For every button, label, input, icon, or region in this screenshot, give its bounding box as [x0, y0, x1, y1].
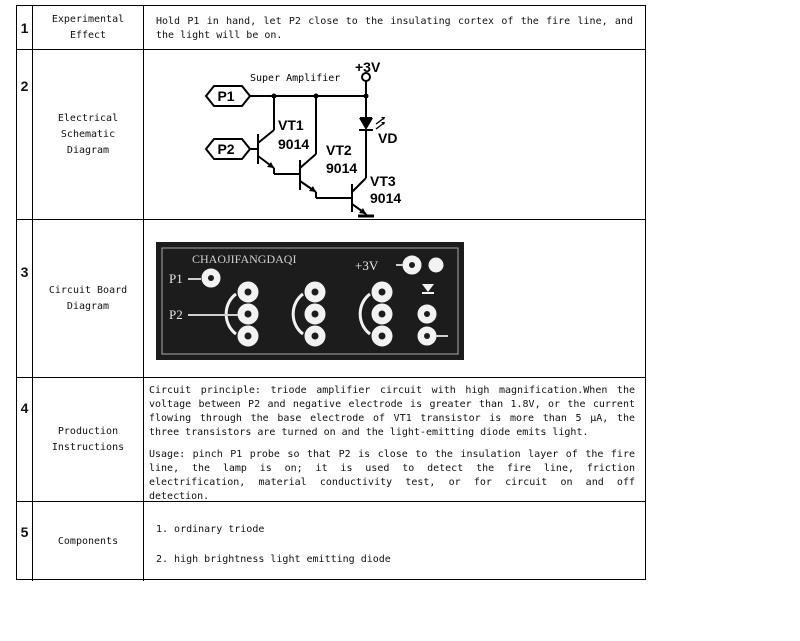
row-board	[17, 220, 645, 378]
row-number: 2	[17, 50, 33, 219]
board-cell	[144, 220, 645, 377]
circuit-schematic	[144, 50, 646, 219]
led-symbol	[359, 118, 373, 130]
row-label: Production Instructions	[33, 378, 144, 501]
vt1-model: 9014	[278, 136, 310, 152]
row-instructions	[17, 378, 645, 502]
row-label: Electrical Schematic Diagram	[33, 50, 144, 219]
row-components	[17, 502, 645, 581]
vt2-label: VT2	[326, 142, 352, 158]
pcb-supply-label: +3V	[355, 258, 379, 273]
circuit-principle-text: Circuit principle: triode amplifier circuit with high magnification.When the voltage between P2 and negative electrode is greater than 1.8V, or the current flowing through the base electrode of VT1 transistor is more than 5 μA, the three transistors are turned on and the light-emitting diode emits light.	[149, 385, 635, 438]
row-number: 5	[17, 502, 33, 581]
vt1-label: VT1	[278, 117, 304, 133]
effect-text: Hold P1 in hand, let P2 close to the insulating cortex of the fire line, and the light will be on.	[156, 16, 633, 41]
row-effect	[17, 6, 645, 50]
spec-table	[16, 5, 646, 580]
components-cell	[144, 502, 645, 581]
row-content	[144, 6, 645, 49]
instructions-cell	[144, 378, 645, 501]
component-item: 1. ordinary triode	[156, 524, 265, 535]
component-item: 2. high brightness light emitting diode	[156, 554, 391, 565]
p1-label: P1	[217, 88, 235, 104]
schematic-title: Super Amplifier	[250, 73, 341, 84]
usage-text: Usage: pinch P1 probe so that P2 is close to the insulation layer of the fire line, the lamp is on; it is used to detect the fire line, friction electrification, material conductivity test, or for circuit on and off detection.	[149, 449, 635, 502]
row-number: 4	[17, 378, 33, 501]
row-label: Circuit Board Diagram	[33, 220, 144, 377]
pcb-p2-label: P2	[169, 307, 183, 322]
circuit-board-image	[144, 220, 646, 377]
pcb-p1-label: P1	[169, 271, 183, 286]
vt3-label: VT3	[370, 173, 396, 189]
pcb-title: CHAOJIFANGDAQI	[192, 252, 297, 266]
row-label: Experimental Effect	[33, 6, 144, 49]
row-number: 3	[17, 220, 33, 377]
supply-label: +3V	[355, 59, 381, 75]
vt2-model: 9014	[326, 160, 358, 176]
p2-label: P2	[217, 141, 235, 157]
vt3-model: 9014	[370, 190, 402, 206]
led-label: VD	[378, 130, 398, 146]
row-label: Components	[33, 502, 144, 581]
schematic-cell	[144, 50, 645, 219]
row-schematic	[17, 50, 645, 220]
row-number: 1	[17, 6, 33, 49]
